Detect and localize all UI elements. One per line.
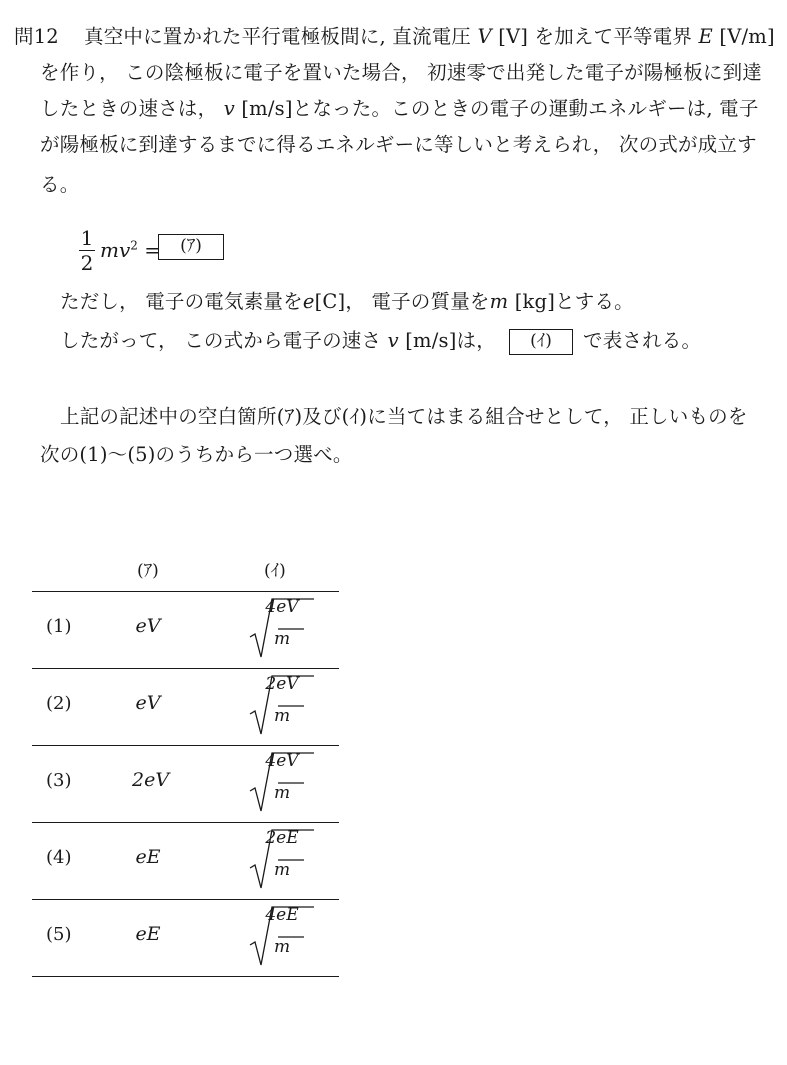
choice-a-value: 2eV — [132, 769, 170, 791]
choice-a-value: eV — [135, 615, 161, 637]
choice-a-value: eE — [135, 846, 161, 868]
choice-a-value: eE — [135, 923, 161, 945]
blank-b-box: (ｲ) — [509, 329, 573, 355]
answer-choices-table — [32, 557, 339, 982]
table-header-b: (ｲ) — [264, 561, 286, 581]
choice-b-denominator: m — [273, 629, 291, 649]
choice-b-denominator: m — [273, 783, 291, 803]
choice-number: (4) — [46, 847, 72, 868]
choice-b-numerator: 2eV — [265, 674, 299, 694]
instruction-line-2: 次の(1)～(5)のうちから一つ選べ。 — [40, 443, 353, 466]
table-header-a: (ｱ) — [137, 561, 159, 581]
question-text-1: 真空中に置かれた平行電極板間に, 直流電圧 V [V] を加えて平等電界 E [V/m] — [84, 25, 775, 48]
choice-number: (2) — [46, 693, 72, 714]
choice-b-denominator: m — [273, 937, 291, 957]
choice-b-denominator: m — [273, 860, 291, 880]
question-line-2: を作り， この陰極板に電子を置いた場合， 初速零で出発した電子が陽極板に到達 — [40, 61, 762, 84]
notes-line-1: ただし， 電子の電気素量をe[C]， 電子の質量をm [kg]とする。 — [60, 290, 634, 313]
instruction-line-1: 上記の記述中の空白箇所(ｱ)及び(ｲ)に当てはまる組合せとして， 正しいものを — [60, 405, 748, 428]
choice-b-numerator: 2eE — [265, 828, 299, 848]
question-line-4: が陽極板に到達するまでに得るエネルギーに等しいと考えられ， 次の式が成立す — [40, 133, 757, 156]
choice-b-denominator: m — [273, 706, 291, 726]
table-row[interactable] — [32, 745, 339, 822]
table-row[interactable] — [32, 822, 339, 899]
choice-a-value: eV — [135, 692, 161, 714]
question-number: 問12 — [14, 25, 59, 48]
formula-equals: = — [144, 238, 162, 262]
fraction-one-half: 1 2 — [80, 226, 94, 275]
choice-number: (1) — [46, 616, 72, 637]
table-rule — [32, 976, 339, 977]
choice-number: (5) — [46, 924, 72, 945]
choice-b-numerator: 4eV — [265, 751, 299, 771]
notes-line-2: したがって， この式から電子の速さ v [m/s]は， — [60, 329, 496, 352]
table-row[interactable] — [32, 899, 339, 976]
choice-b-numerator: 4eV — [265, 597, 299, 617]
choice-number: (3) — [46, 770, 72, 791]
choice-b-numerator: 4eE — [265, 905, 299, 925]
question-line-5: る。 — [40, 173, 80, 196]
question-line-3: したときの速さは， v [m/s]となった。このときの電子の運動エネルギーは, 電子 — [40, 97, 759, 120]
notes-line-2-end: で表される。 — [583, 329, 702, 352]
formula-exponent: 2 — [130, 238, 138, 253]
blank-a-box: (ｱ) — [158, 234, 224, 260]
table-row[interactable] — [32, 591, 339, 668]
formula-expr: mv — [100, 238, 131, 262]
table-row[interactable] — [32, 668, 339, 745]
